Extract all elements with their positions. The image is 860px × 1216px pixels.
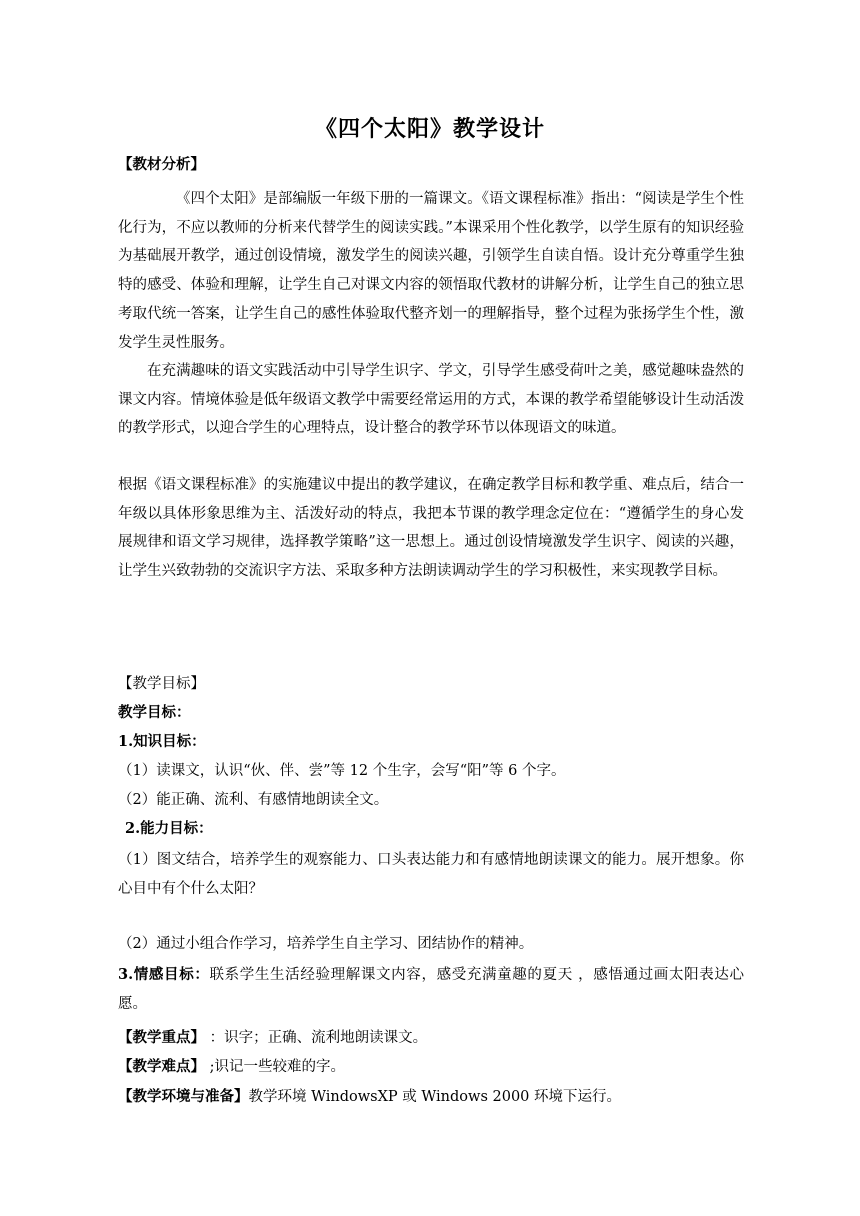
environment-text: 教学环境 WindowsXP 或 Windows 2000 环境下运行。	[248, 1089, 622, 1105]
difficult-points	[118, 1055, 744, 1076]
page-title: 《四个太阳》教学设计	[314, 116, 545, 142]
environment-label: 【教学环境与准备】	[118, 1088, 249, 1105]
difficult-points-text: ;识记一些较难的字。	[205, 1059, 345, 1075]
ability-goal-heading: 2.能力目标：	[125, 820, 213, 837]
analysis-paragraph-2: 在充满趣味的语文实践活动中引导学生识字、学文，引导学生感受荷叶之美，感觉趣味盎然的课文内容。情境体验是低年级语文教学中需要经常运用的方式，本课的教学希望能够设计生动活泼的教学形式，以迎合学生的心理特点，设计整合的教学环节以体现语文的味道。	[118, 363, 744, 437]
emotion-goal-text: 联系学生生活经验理解课文内容，感受充满童趣的夏天 ，感悟通过画太阳表达心愿。	[118, 967, 744, 1012]
analysis-paragraph-3: 根据《语文课程标准》的实施建议中提出的教学建议，在确定教学目标和教学重、难点后，结合一年级以具体形象思维为主、活泼好动的特点，我把本节课的教学理念定位在：“遵循学生的身心发展规律和语文学习规律，选择教学策略”这一思想上。通过创设情境激发学生识字、阅读的兴趣，让学生兴致勃勃的交流识字方法、采取多种方法朗读调动学生的学习积极性，来实现教学目标。	[118, 477, 744, 580]
knowledge-goal-item-1: （1）读课文，认识“伙、伴、尝”等 12 个生字，会写“阳”等 6 个字。	[118, 763, 566, 779]
difficult-points-label: 【教学难点】	[118, 1058, 205, 1075]
emotion-goal-label: 3.情感目标：	[118, 966, 210, 983]
ability-goal-item-1: （1）图文结合，培养学生的观察能力、口头表达能力和有感情地朗读课文的能力。展开想象。你心目中有个什么太阳？	[118, 852, 744, 897]
key-points-label: 【教学重点】	[118, 1029, 205, 1046]
analysis-paragraph-1: 《四个太阳》是部编版一年级下册的一篇课文。《语文课程标准》指出：“阅读是学生个性化行为，不应以教师的分析来代替学生的阅读实践。”本课采用个性化教学，以学生原有的知识经验为基础展开教学，通过创设情境，激发学生的阅读兴趣，引领学生自读自悟。设计充分尊重学生独特的感受、体验和理解，让学生自己对课文内容的领悟取代教材的讲解分析，让学生自己的独立思考取代统一答案，让学生自己的感性体验取代整齐划一的理解指导，整个过程为张扬学生个性，激发学生灵性服务。	[118, 191, 744, 351]
emotion-goal	[118, 961, 744, 1018]
knowledge-goal-heading: 1.知识目标：	[118, 733, 206, 750]
goals-subheading: 教学目标：	[118, 704, 191, 721]
ability-goal-item-2: （2）通过小组合作学习，培养学生自主学习、团结协作的精神。	[118, 936, 534, 952]
key-points-text: ：识字；正确、流利地朗读课文。	[205, 1030, 428, 1046]
knowledge-goal-item-2: （2）能正确、流利、有感情地朗读全文。	[118, 792, 389, 808]
environment-preparation	[118, 1085, 744, 1106]
analysis-heading: 【教材分析】	[118, 156, 205, 173]
key-points	[118, 1026, 744, 1047]
goals-heading: 【教学目标】	[118, 676, 205, 692]
